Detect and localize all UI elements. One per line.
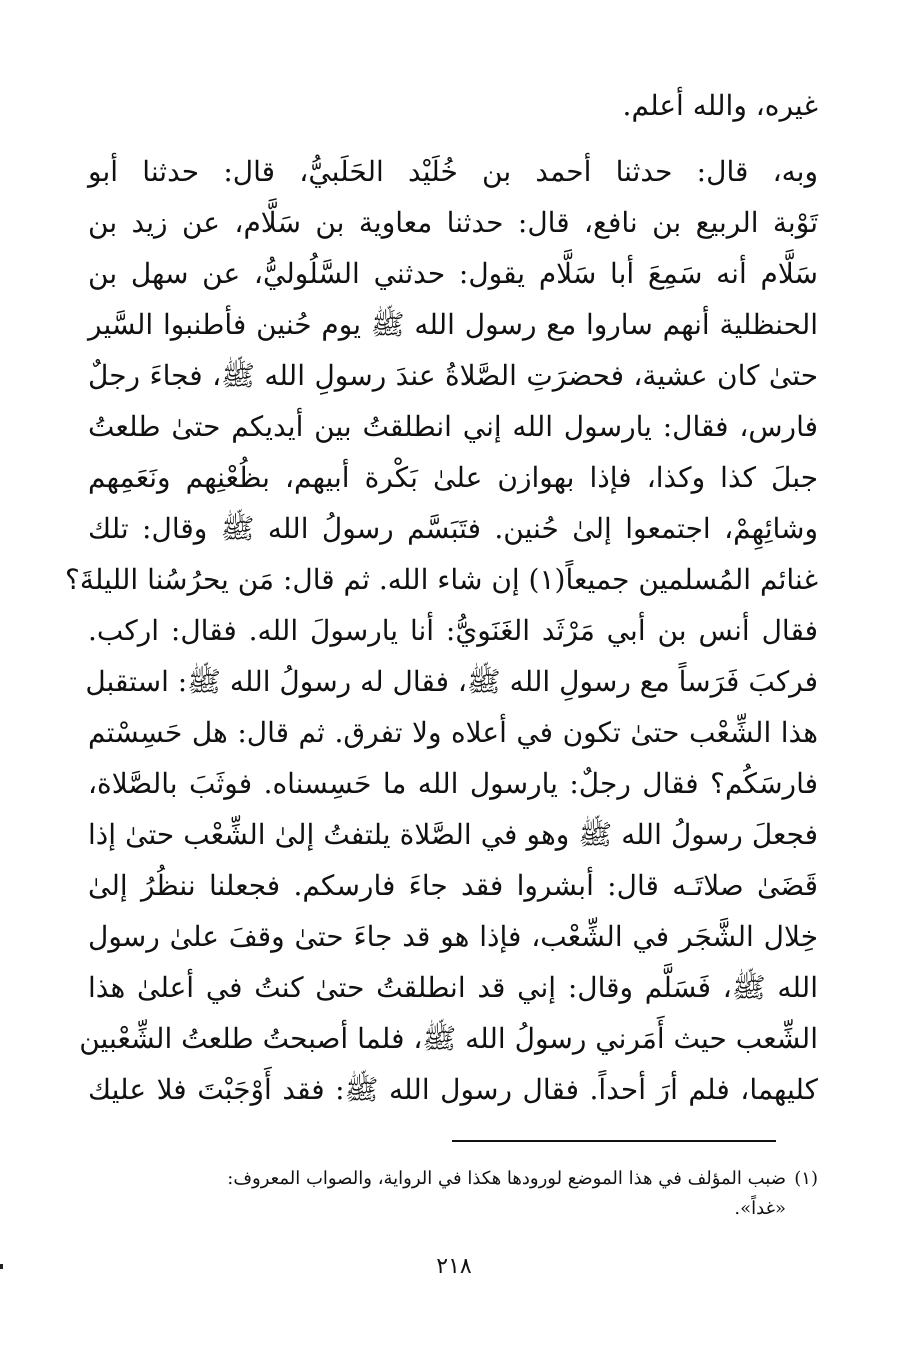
text-line-17: خِلال الشَّجَر في الشِّعْب، فإذا هو قد جاءَ حتىٰ وقفَ علىٰ رسول bbox=[88, 920, 818, 953]
footnote-number: (١) bbox=[794, 1168, 818, 1189]
text-line-14: فارسَكُم؟ فقال رجلٌ: يارسول الله ما حَسِسناه. فوثَبَ بالصَّلاة، bbox=[88, 767, 818, 800]
text-line-7: فارس، فقال: يارسول الله إني انطلقتُ بين أيديكم حتىٰ طلعتُ bbox=[88, 410, 818, 443]
text-line-18: الله ﷺ، فَسَلَّم وقال: إني قد انطلقتُ حتىٰ كنتُ في أعلىٰ هذا bbox=[88, 971, 818, 1004]
text-line-9: وشائِهِمْ، اجتمعوا إلىٰ حُنين. فتَبَسَّم رسولُ الله ﷺ وقال: تلك bbox=[88, 512, 818, 545]
text-line-4: سَلَّام أنه سَمِعَ أبا سَلَّام يقول: حدثني السَّلُوليُّ، عن سهل بن bbox=[88, 257, 818, 290]
text-line-6: حتىٰ كان عشية، فحضرَتِ الصَّلاةُ عندَ رسولِ الله ﷺ، فجاءَ رجلٌ bbox=[88, 359, 818, 392]
text-line-15: فجعلَ رسولُ الله ﷺ وهو في الصَّلاة يلتفتُ إلىٰ الشِّعْب حتىٰ إذا bbox=[88, 818, 818, 851]
text-line-5: الحنظلية أنهم ساروا مع رسول الله ﷺ يوم حُنين فأطنبوا السَّير bbox=[88, 308, 818, 341]
text-line-1: غيره، والله أعلم. bbox=[622, 89, 818, 122]
page-number: ٢١٨ bbox=[436, 1254, 472, 1279]
text-line-11: فقال أنس بن أبي مَرْثَد الغَنَويُّ: أنا يارسولَ الله. فقال: اركب. bbox=[88, 614, 818, 647]
footnote-line-2: «غداً». bbox=[734, 1198, 786, 1219]
text-line-20: كليهما، فلم أرَ أحداً. فقال رسول الله ﷺ: فقد أَوْجَبْتَ فلا عليك bbox=[88, 1073, 818, 1106]
footnote-line-1: ضبب المؤلف في هذا الموضع لورودها هكذا في الرواية، والصواب المعروف: bbox=[227, 1168, 786, 1189]
text-line-13: هذا الشِّعْب حتىٰ تكون في أعلاه ولا تفرق. ثم قال: هل حَسِسْتم bbox=[88, 716, 818, 749]
footnote-separator bbox=[452, 1140, 776, 1142]
text-line-19: الشِّعب حيث أَمَرني رسولُ الله ﷺ، فلما أصبحتُ طلعتُ الشِّعْبين bbox=[79, 1022, 818, 1055]
text-line-10: غنائم المُسلمين جميعاً(١) إن شاء الله. ثم قال: مَن يحرُسُنا الليلةَ؟ bbox=[65, 563, 818, 596]
text-line-3: تَوْبة الربيع بن نافع، قال: حدثنا معاوية بن سَلَّام، عن زيد بن bbox=[88, 206, 818, 239]
text-line-12: فركبَ فَرَساً مع رسولِ الله ﷺ، فقال له رسولُ الله ﷺ: استقبل bbox=[85, 665, 818, 698]
text-line-2: وبه، قال: حدثنا أحمد بن خُلَيْد الحَلَبيُّ، قال: حدثنا أبو bbox=[88, 155, 818, 188]
text-line-16: قَضَىٰ صلاتَـه قال: أبشروا فقد جاءَ فارسكم. فجعلنا ننظُرُ إلىٰ bbox=[88, 869, 818, 902]
text-line-8: جبلَ كذا وكذا، فإذا بهوازن علىٰ بَكْرة أبيهم، بظُعْنِهم ونَعَمِهم bbox=[88, 461, 818, 494]
scan-mark bbox=[0, 1264, 3, 1269]
